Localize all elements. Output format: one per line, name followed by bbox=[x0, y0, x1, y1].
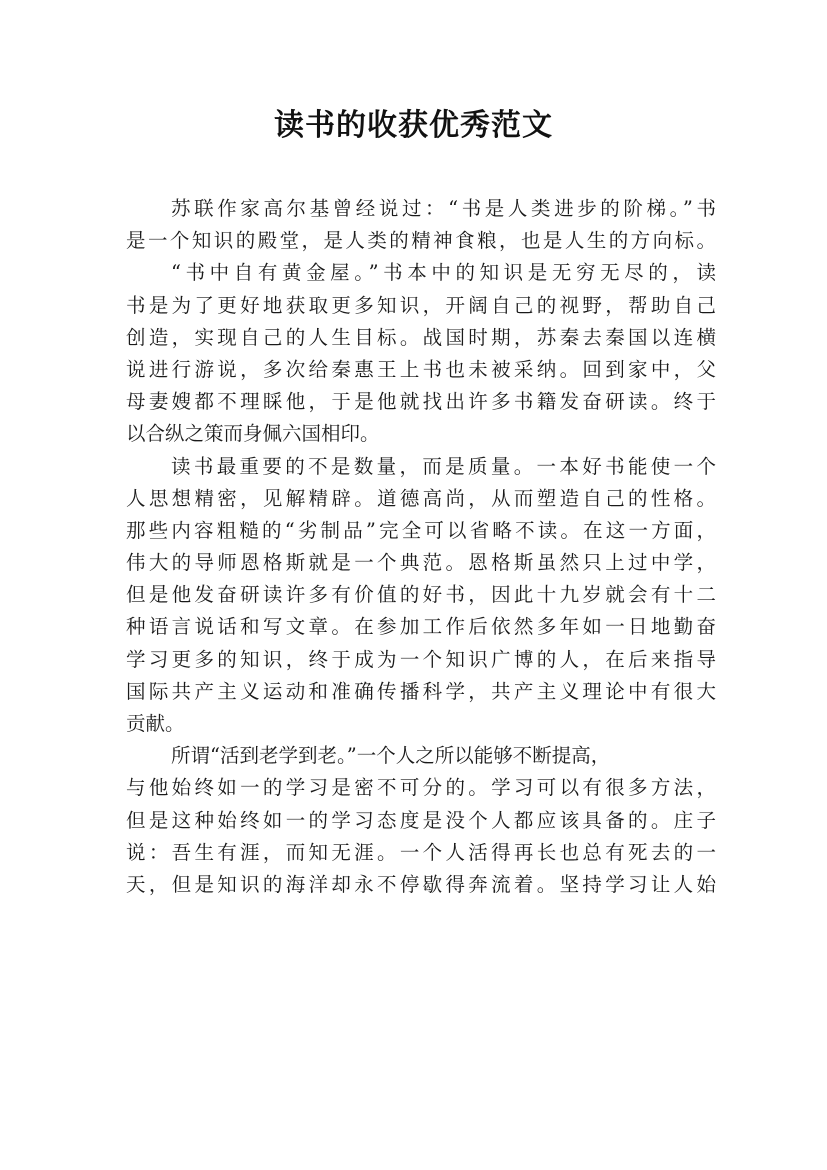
paragraph-4 bbox=[126, 740, 716, 901]
document-title: 读书的收获优秀范文 bbox=[274, 108, 553, 143]
text-line: 天，但是知识的海洋却永不停歇得奔流着。坚持学习让人始 bbox=[126, 872, 716, 896]
text-line: 学习更多的知识，终于成为一个知识广博的人，在后来指导 bbox=[126, 647, 716, 671]
text-line: 伟大的导师恩格斯就是一个典范。恩格斯虽然只上过中学， bbox=[126, 551, 716, 575]
paragraph-2 bbox=[126, 257, 716, 450]
text-line: 那些内容粗糙的“劣制品”完全可以省略不读。在这一方面， bbox=[126, 518, 716, 542]
text-line: 与他始终如一的学习是密不可分的。学习可以有很多方法， bbox=[126, 776, 716, 800]
text-line: 人思想精密，见解精辟。道德高尚，从而塑造自己的性格。 bbox=[126, 486, 716, 510]
text-line: 以合纵之策而身佩六国相印。 bbox=[126, 422, 380, 446]
text-line: 说进行游说，多次给秦惠王上书也未被采纳。回到家中，父 bbox=[126, 357, 716, 381]
text-line: 书是为了更好地获取更多知识，开阔自己的视野，帮助自己 bbox=[126, 293, 716, 317]
text-line: 但是这种始终如一的学习态度是没个人都应该具备的。庄子 bbox=[126, 808, 716, 832]
text-line: 创造，实现自己的人生目标。战国时期，苏秦去秦国以连横 bbox=[126, 325, 716, 349]
text-line: 所谓“活到老学到老。”一个人之所以能够不断提高， bbox=[171, 744, 611, 768]
document-body bbox=[126, 193, 716, 901]
text-line: 种语言说话和写文章。在参加工作后依然多年如一日地勤奋 bbox=[126, 615, 716, 639]
paragraph-3 bbox=[126, 451, 716, 741]
text-line: 但是他发奋研读许多有价值的好书，因此十九岁就会有十二 bbox=[126, 583, 716, 607]
text-line: 国际共产主义运动和准确传播科学，共产主义理论中有很大 bbox=[126, 679, 716, 703]
text-line: 读书最重要的不是数量，而是质量。一本好书能使一个 bbox=[171, 454, 716, 478]
paragraph-1 bbox=[126, 193, 716, 257]
text-line: 贡献。 bbox=[126, 712, 185, 735]
text-line: “书中自有黄金屋。”书本中的知识是无穷无尽的，读 bbox=[171, 261, 716, 285]
text-line: 说：吾生有涯，而知无涯。一个人活得再长也总有死去的一 bbox=[126, 840, 716, 864]
text-line: 母妻嫂都不理睬他，于是他就找出许多书籍发奋研读。终于 bbox=[126, 390, 716, 414]
text-line: 是一个知识的殿堂，是人类的精神食粮，也是人生的方向标。 bbox=[126, 229, 716, 253]
text-line: 苏联作家高尔基曾经说过：“书是人类进步的阶梯。”书 bbox=[171, 197, 716, 220]
